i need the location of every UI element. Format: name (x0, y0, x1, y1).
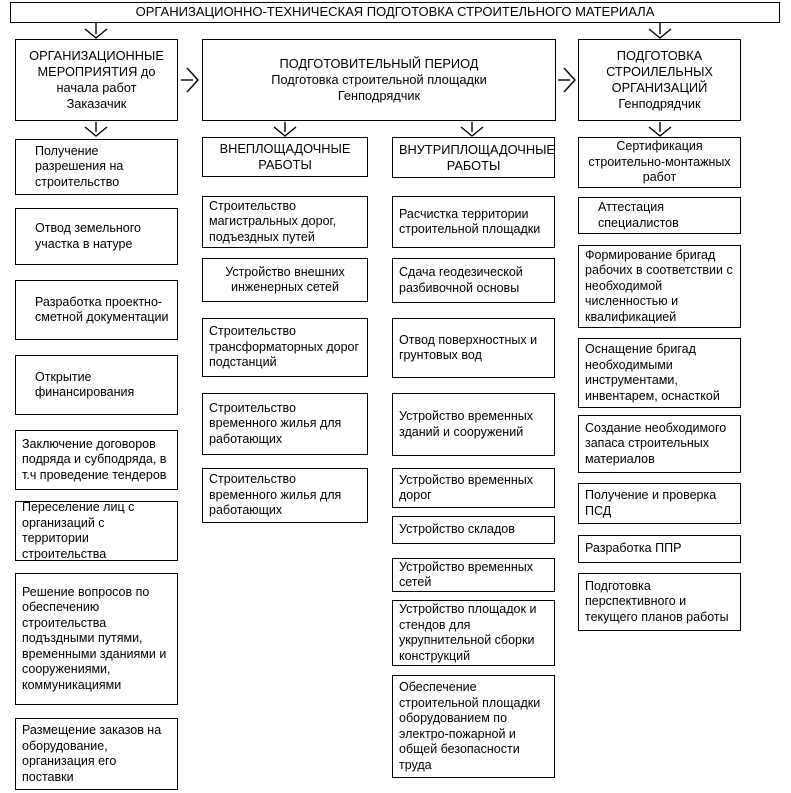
header-line: ОРГАНИЗАЦИОННЫЕ (29, 48, 164, 64)
offsite-item-housing-2: Строительство временного жилья для работающих (202, 468, 368, 523)
prep-item-psd: Получение и проверка ПСД (578, 483, 741, 524)
header-line: ПОДГОТОВКА (616, 48, 703, 64)
onsite-item-assembly-sites: Устройство площадок и стендов для укрупнительной сборки конструкций (392, 600, 555, 666)
org-item-financing: Открытие финансирования (15, 355, 178, 415)
header-preparatory-period (202, 39, 556, 121)
header-line: ПОДГОТОВИТЕЛЬНЫЙ ПЕРИОД (279, 56, 479, 72)
arrow-left-to-middle-header-icon (181, 68, 198, 92)
header-line: СТРОИЛЕЛЬНЫХ (606, 64, 713, 80)
org-item-equipment-orders: Размещение заказов на оборудование, организация его поставки (15, 718, 178, 790)
arrow-title-to-left-header-icon (85, 23, 107, 38)
arrow-title-to-right-header-icon (649, 23, 671, 38)
arrow-middle-header-to-onsite-icon (461, 122, 483, 136)
header-line: Генподрядчик (337, 87, 421, 103)
prep-item-work-plans: Подготовка перспективного и текущего планов работы (578, 573, 741, 631)
onsite-item-clearing: Расчистка территории строительной площадки (392, 196, 555, 248)
onsite-item-geodesy: Сдача геодезической разбивочной основы (392, 258, 555, 303)
prep-item-brigades: Формирование бригад рабочих в соответствии с необходимой численностью и квалификацией (578, 245, 741, 328)
header-line: Заказачик (66, 95, 127, 111)
header-line: начала работ (56, 80, 137, 95)
offsite-item-roads: Строительство магистральных дорог, подъездных путей (202, 196, 368, 248)
prep-item-attestation: Аттестация специалистов (578, 197, 741, 234)
arrow-middle-header-to-offsite-icon (274, 122, 296, 136)
offsite-item-substations: Строительство трансформаторных дорог подстанций (202, 318, 368, 377)
prep-item-tools: Оснащение бригад необходимыми инструментами, инвентарем, оснасткой (578, 338, 741, 408)
org-item-relocation: Переселение лиц с организаций с территории строительства (15, 501, 178, 561)
org-item-provision: Решение вопросов по обеспечению строительства подъздными путями, временными зданиями и сооружениями, коммуникациями (15, 573, 178, 705)
arrow-middle-to-right-header-icon (558, 68, 575, 92)
org-item-docs: Разработка проектно-сметной документации (15, 280, 178, 340)
prep-item-materials-stock: Создание необходимого запаса строительных материалов (578, 415, 741, 473)
arrow-left-header-to-column-icon (85, 122, 107, 136)
onsite-item-warehouses: Устройство складов (392, 516, 555, 544)
header-line: МЕРОПРИЯТИЯ до (37, 64, 156, 80)
header-organizational-measures (15, 39, 178, 121)
header-construction-orgs-preparation (578, 39, 741, 121)
offsite-item-networks: Устройство внешних инженерных сетей (202, 258, 368, 302)
onsite-item-temp-roads: Устройство временных дорог (392, 468, 555, 508)
header-line: Подготовка строительной площадки (271, 72, 487, 88)
diagram-title: ОРГАНИЗАЦИОННО-ТЕХНИЧЕСКАЯ ПОДГОТОВКА СТРОИТЕЛЬНОГО МАТЕРИАЛА (10, 2, 780, 23)
prep-item-certification: Сертификация строительно-монтажных работ (578, 137, 741, 188)
onsite-item-temp-buildings: Устройство временных зданий и сооружений (392, 393, 555, 456)
prep-item-ppr: Разработка ППР (578, 535, 741, 563)
subheader-offsite-works: ВНЕПЛОЩАДОЧНЫЕ РАБОТЫ (202, 137, 368, 177)
org-item-contracts: Заключение договоров подряда и субподряда, в т.ч проведение тендеров (15, 430, 178, 490)
offsite-item-housing-1: Строительство временного жилья для работающих (202, 393, 368, 455)
header-line: ОРГАНИЗАЦИЙ (611, 80, 708, 95)
header-line: Генподрядчик (618, 95, 701, 111)
org-item-permit: Получение разрешения на строительство (15, 139, 178, 195)
org-item-land: Отвод земельного участка в натуре (15, 208, 178, 265)
onsite-item-safety: Обеспечение строительной площадки оборудованием по электро-пожарной и общей безопасности труда (392, 675, 555, 778)
subheader-onsite-works: ВНУТРИПЛОЩАДОЧНЫЕ РАБОТЫ (392, 137, 555, 178)
onsite-item-temp-networks: Устройство временных сетей (392, 558, 555, 592)
onsite-item-water: Отвод поверхностных и грунтовых вод (392, 318, 555, 378)
arrow-right-header-to-column-icon (649, 122, 671, 136)
